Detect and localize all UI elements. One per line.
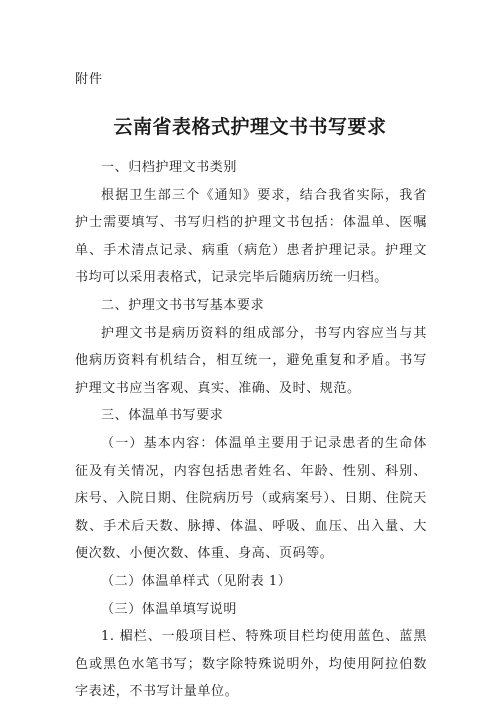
paragraph-chart-style: （二）体温单样式（见附表 1） <box>101 573 292 589</box>
section-heading-1: 一、归档护理文书类别 <box>101 160 238 175</box>
paragraph-categories: 根据卫生部三个《通知》要求，结合我省实际，我省护士需要填写、书写归档的护理文书包括：体温单、医嘱单、手术清点记录、病重（病危）患者护理记录。护理文书均可以采用表格式，记录完毕后随病历统一归档。 <box>75 187 427 286</box>
paragraph-fill-instructions: （三）体温单填写说明 <box>101 601 238 617</box>
paragraph-item-1: 1. 楣栏、一般项目栏、特殊项目栏均使用蓝色、蓝黑色或黑色水笔书写；数字除特殊说明外，均使用阿拉伯数字表述，不书写计量单位。 <box>75 629 427 700</box>
paragraph-basic-content: （一）基本内容：体温单主要用于记录患者的生命体征及有关情况，内容包括患者姓名、年龄、性别、科别、床号、入院日期、住院病历号（或病案号）、日期、住院天数、手术后天数、脉搏、体温、呼吸、血压、出入量、大便次数、小便次数、体重、身高、页码等。 <box>75 435 427 562</box>
section-heading-3: 三、体温单书写要求 <box>101 408 224 424</box>
attachment-label: 附件 <box>75 72 104 87</box>
section-heading-2: 二、护理文书书写基本要求 <box>101 297 265 313</box>
document-title: 云南省表格式护理文书书写要求 <box>113 116 387 138</box>
document-body <box>75 154 427 706</box>
paragraph-basic-requirements: 护理文书是病历资料的组成部分，书写内容应当与其他病历资料有机结合，相互统一，避免重复和矛盾。书写护理文书应当客观、真实、准确、及时、规范。 <box>75 325 427 396</box>
